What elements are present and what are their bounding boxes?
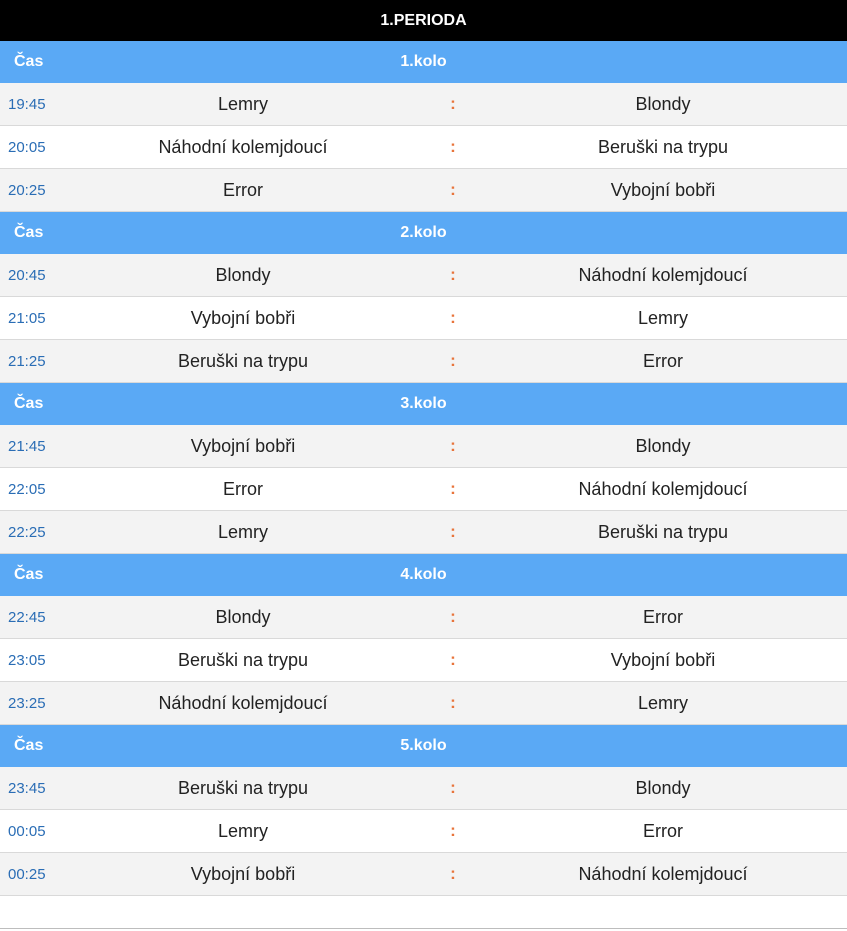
score-separator: : xyxy=(450,137,456,156)
period-title: 1.PERIODA xyxy=(380,11,467,29)
match-row xyxy=(0,297,847,340)
away-team: Náhodní kolemjdoucí xyxy=(578,264,748,285)
match-row xyxy=(0,767,847,810)
home-team: Beruški na trypu xyxy=(177,777,309,798)
away-team: Lemry xyxy=(637,307,688,328)
away-team: Vybojní bobři xyxy=(610,649,716,670)
match-row xyxy=(0,810,847,853)
away-team: Vybojní bobři xyxy=(610,179,716,200)
round-label: 4.kolo xyxy=(400,566,447,583)
match-row xyxy=(0,511,847,554)
match-time: 22:45 xyxy=(8,608,46,626)
match-time: 21:25 xyxy=(8,352,46,370)
home-team: Blondy xyxy=(215,606,271,627)
away-team: Beruški na trypu xyxy=(597,136,729,157)
score-separator: : xyxy=(450,522,456,541)
match-time: 20:25 xyxy=(8,181,46,199)
score-separator: : xyxy=(450,351,456,370)
score-separator: : xyxy=(450,265,456,284)
match-time: 22:05 xyxy=(8,480,46,498)
home-team: Beruški na trypu xyxy=(177,350,309,371)
time-column-label: Čas xyxy=(14,53,44,70)
match-time: 21:05 xyxy=(8,309,46,327)
score-separator: : xyxy=(450,693,456,712)
round-header xyxy=(0,383,847,425)
round-header xyxy=(0,554,847,596)
match-time: 22:25 xyxy=(8,523,46,541)
home-team: Error xyxy=(223,179,263,200)
away-team: Blondy xyxy=(635,93,691,114)
match-row xyxy=(0,169,847,212)
match-row xyxy=(0,853,847,896)
away-team: Blondy xyxy=(635,777,691,798)
match-time: 21:45 xyxy=(8,437,46,455)
time-column-label: Čas xyxy=(14,224,44,241)
home-team: Vybojní bobři xyxy=(190,307,296,328)
time-column-label: Čas xyxy=(14,566,44,583)
home-team: Lemry xyxy=(217,93,268,114)
round-label: 1.kolo xyxy=(400,53,447,70)
score-separator: : xyxy=(450,821,456,840)
away-team: Lemry xyxy=(637,692,688,713)
match-row xyxy=(0,126,847,169)
away-team: Error xyxy=(643,820,683,841)
score-separator: : xyxy=(450,308,456,327)
match-time: 23:05 xyxy=(8,651,46,669)
score-separator: : xyxy=(450,607,456,626)
period-header xyxy=(0,0,847,41)
match-time: 20:05 xyxy=(8,138,46,156)
away-team: Error xyxy=(643,350,683,371)
score-separator: : xyxy=(450,479,456,498)
match-row xyxy=(0,83,847,126)
home-team: Error xyxy=(223,478,263,499)
away-team: Error xyxy=(643,606,683,627)
bottom-divider xyxy=(0,928,847,929)
match-row xyxy=(0,596,847,639)
round-header xyxy=(0,212,847,254)
match-time: 23:25 xyxy=(8,694,46,712)
round-label: 3.kolo xyxy=(400,395,447,412)
round-label: 5.kolo xyxy=(400,737,447,754)
home-team: Náhodní kolemjdoucí xyxy=(158,692,328,713)
match-row xyxy=(0,340,847,383)
score-separator: : xyxy=(450,864,456,883)
match-time: 20:45 xyxy=(8,266,46,284)
away-team: Náhodní kolemjdoucí xyxy=(578,863,748,884)
away-team: Beruški na trypu xyxy=(597,521,729,542)
away-team: Blondy xyxy=(635,435,691,456)
score-separator: : xyxy=(450,180,456,199)
home-team: Náhodní kolemjdoucí xyxy=(158,136,328,157)
match-time: 23:45 xyxy=(8,779,46,797)
home-team: Vybojní bobři xyxy=(190,435,296,456)
score-separator: : xyxy=(450,650,456,669)
match-time: 00:25 xyxy=(8,865,46,883)
match-row xyxy=(0,254,847,297)
score-separator: : xyxy=(450,778,456,797)
home-team: Lemry xyxy=(217,521,268,542)
match-time: 19:45 xyxy=(8,95,46,113)
round-header xyxy=(0,725,847,767)
time-column-label: Čas xyxy=(14,737,44,754)
score-separator: : xyxy=(450,94,456,113)
home-team: Beruški na trypu xyxy=(177,649,309,670)
match-row xyxy=(0,468,847,511)
score-separator: : xyxy=(450,436,456,455)
match-time: 00:05 xyxy=(8,822,46,840)
home-team: Lemry xyxy=(217,820,268,841)
time-column-label: Čas xyxy=(14,395,44,412)
match-row xyxy=(0,682,847,725)
home-team: Vybojní bobři xyxy=(190,863,296,884)
round-label: 2.kolo xyxy=(400,224,447,241)
match-row xyxy=(0,639,847,682)
match-row xyxy=(0,425,847,468)
home-team: Blondy xyxy=(215,264,271,285)
round-header xyxy=(0,41,847,83)
away-team: Náhodní kolemjdoucí xyxy=(578,478,748,499)
